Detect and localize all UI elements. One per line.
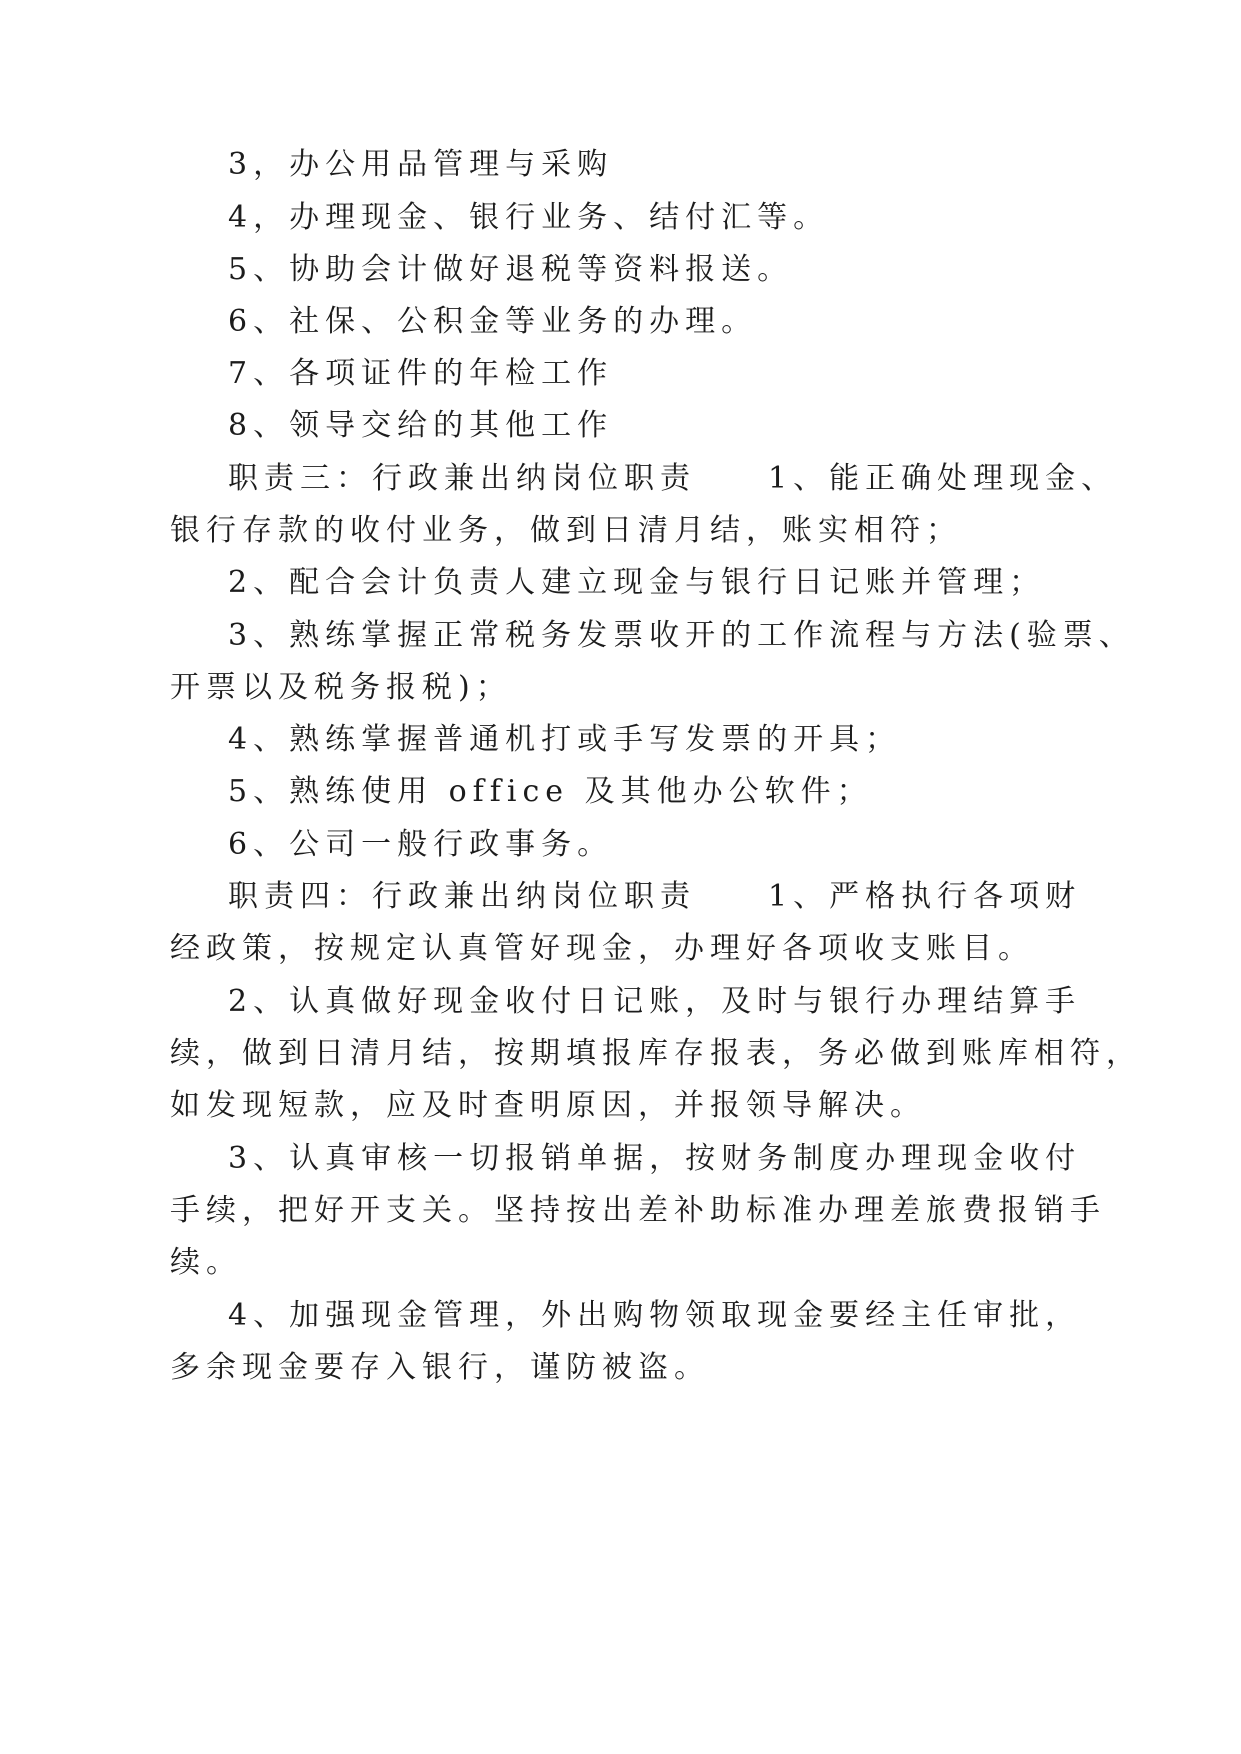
text-line: 多余现金要存入银行，谨防被盗。: [170, 1350, 710, 1385]
text-line: 如发现短款，应及时查明原因，并报领导解决。: [170, 1088, 926, 1123]
text-line: 续。: [170, 1245, 242, 1280]
text-line: 银行存款的收付业务，做到日清月结，账实相符；: [170, 513, 962, 548]
text-line: 4、加强现金管理，外出购物领取现金要经主任审批，: [228, 1298, 1082, 1333]
text-line: 6、公司一般行政事务。: [228, 827, 614, 862]
text-line: 8、领导交给的其他工作: [228, 408, 614, 443]
text-line: 2、认真做好现金收付日记账，及时与银行办理结算手: [228, 984, 1082, 1019]
text-line: 职责三：行政兼出纳岗位职责 1、能正确处理现金、: [228, 461, 1118, 496]
text-line: 3，办公用品管理与采购: [228, 147, 614, 182]
text-line: 7、各项证件的年检工作: [228, 356, 614, 391]
text-line: 4、熟练掌握普通机打或手写发票的开具；: [228, 722, 902, 757]
text-line: 5、协助会计做好退税等资料报送。: [228, 252, 794, 287]
text-line: 续，做到日清月结，按期填报库存报表，务必做到账库相符，: [170, 1036, 1142, 1071]
text-line: 3、认真审核一切报销单据，按财务制度办理现金收付: [228, 1141, 1082, 1176]
text-line: 开票以及税务报税)；: [170, 670, 512, 705]
text-line: 职责四：行政兼出纳岗位职责 1、严格执行各项财: [228, 879, 1082, 914]
text-line: 经政策，按规定认真管好现金，办理好各项收支账目。: [170, 931, 1034, 966]
text-line: 2、配合会计负责人建立现金与银行日记账并管理；: [228, 565, 1046, 600]
text-line: 5、熟练使用 office 及其他办公软件；: [228, 774, 873, 809]
text-line: 手续，把好开支关。坚持按出差补助标准办理差旅费报销手: [170, 1193, 1106, 1228]
text-line: 6、社保、公积金等业务的办理。: [228, 304, 758, 339]
text-line: 3、熟练掌握正常税务发票收开的工作流程与方法(验票、: [228, 618, 1135, 653]
text-line: 4，办理现金、银行业务、结付汇等。: [228, 200, 830, 235]
